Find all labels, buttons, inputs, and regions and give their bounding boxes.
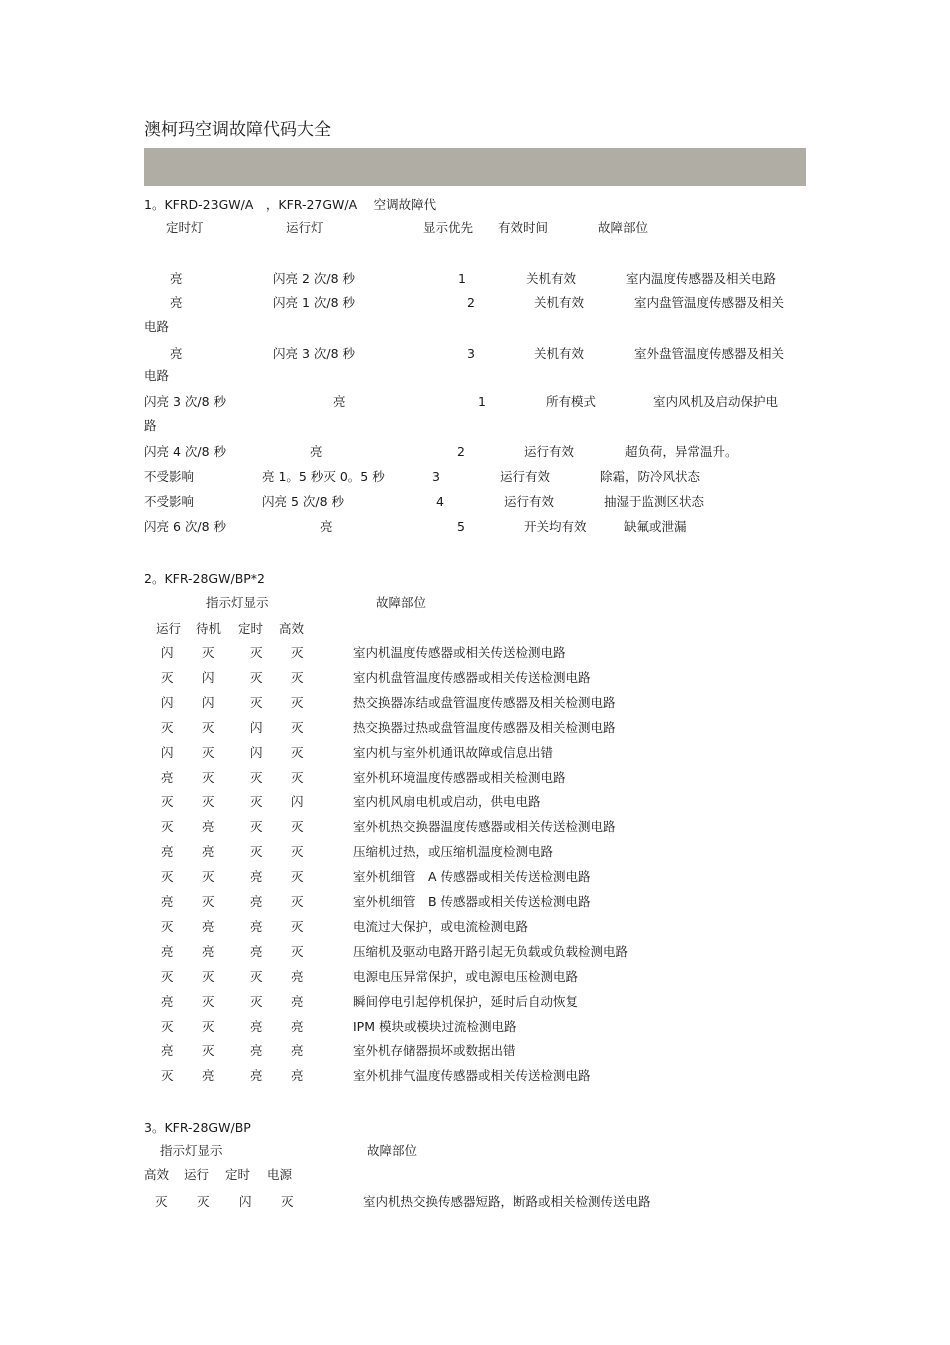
s2-indicator-cell: 灭 bbox=[291, 894, 304, 909]
s2-indicator-cell: 灭 bbox=[291, 645, 304, 660]
s1-cell: 闪亮 4 次/8 秒 bbox=[144, 444, 227, 459]
s2-indicator-cell: 灭 bbox=[202, 645, 215, 660]
s2-indicator-cell: 灭 bbox=[202, 1018, 215, 1034]
s2-fault-cell: 室外机细管 A 传感器或相关传送检测电路 bbox=[353, 869, 591, 885]
s1-cell: 亮 bbox=[170, 346, 183, 361]
s2-indicator-cell: 灭 bbox=[161, 669, 174, 685]
s2-fault-cell: 室外机热交换器温度传感器或相关传送检测电路 bbox=[353, 819, 616, 835]
s2-indicator-cell: 闪 bbox=[291, 794, 304, 810]
s1-cell: 闪亮 3 次/8 秒 bbox=[144, 394, 227, 409]
s2-indicator-cell: 灭 bbox=[291, 844, 304, 860]
s2-fault-cell: 压缩机过热，或压缩机温度检测电路 bbox=[353, 844, 554, 860]
s2-indicator-cell: 灭 bbox=[202, 993, 215, 1009]
s2-indicator-cell: 灭 bbox=[202, 1043, 215, 1059]
s2-indicator-cell: 闪 bbox=[250, 719, 263, 735]
s2-indicator-cell: 灭 bbox=[202, 894, 215, 909]
s2-indicator-label: 指示灯显示 bbox=[206, 595, 269, 610]
s2-indicator-cell: 灭 bbox=[250, 844, 263, 860]
s2-fault-cell: 电流过大保护，或电流检测电路 bbox=[353, 918, 529, 934]
s2-indicator-cell: 亮 bbox=[202, 819, 215, 835]
s2-indicator-cell: 灭 bbox=[202, 719, 215, 735]
s1-column-header: 定时灯 bbox=[166, 220, 204, 235]
s2-indicator-cell: 灭 bbox=[161, 968, 174, 984]
s2-fault-cell: 电源电压异常保护，或电源电压检测电路 bbox=[353, 968, 579, 984]
s1-cell: 2 bbox=[467, 295, 475, 310]
s2-indicator-cell: 灭 bbox=[161, 719, 174, 735]
s2-indicator-cell: 灭 bbox=[161, 1068, 174, 1084]
s2-indicator-cell: 亮 bbox=[202, 918, 215, 934]
s2-fault-cell: 压缩机及驱动电路开路引起无负载或负载检测电路 bbox=[353, 943, 629, 959]
s1-cell: 闪亮 2 次/8 秒 bbox=[273, 271, 356, 286]
s2-fault-cell: 室内机风扇电机或启动，供电电路 bbox=[353, 794, 541, 810]
s2-indicator-cell: 亮 bbox=[202, 844, 215, 860]
s2-indicator-cell: 闪 bbox=[202, 669, 215, 685]
s1-column-header: 显示优先 bbox=[423, 220, 474, 235]
s3-indicator-cell: 灭 bbox=[155, 1194, 168, 1209]
s1-cell: 亮 bbox=[170, 295, 183, 310]
s1-wrap-text: 电路 bbox=[144, 319, 170, 334]
s1-cell: 室内温度传感器及相关电路 bbox=[626, 271, 777, 286]
s2-indicator-cell: 亮 bbox=[250, 1068, 263, 1084]
s2-indicator-cell: 灭 bbox=[291, 719, 304, 735]
s2-indicator-cell: 亮 bbox=[250, 869, 263, 885]
s2-column-header: 待机 bbox=[196, 621, 222, 636]
s2-indicator-cell: 灭 bbox=[161, 819, 174, 835]
s2-indicator-cell: 灭 bbox=[161, 1018, 174, 1034]
s1-cell: 运行有效 bbox=[500, 469, 551, 484]
s1-wrap-text: 路 bbox=[144, 418, 157, 433]
s2-indicator-cell: 灭 bbox=[202, 794, 215, 810]
s2-indicator-cell: 亮 bbox=[202, 943, 215, 959]
s3-indicator-cell: 灭 bbox=[281, 1194, 294, 1209]
s1-cell: 除霜，防冷风状态 bbox=[600, 469, 701, 484]
s2-indicator-cell: 亮 bbox=[250, 894, 263, 909]
s1-cell: 室内盘管温度传感器及相关 bbox=[634, 295, 785, 310]
s2-indicator-cell: 亮 bbox=[161, 1043, 174, 1059]
s2-indicator-cell: 灭 bbox=[250, 819, 263, 835]
s1-cell: 室内风机及启动保护电 bbox=[653, 394, 779, 409]
s2-indicator-cell: 灭 bbox=[291, 669, 304, 685]
section-3-heading: 3。KFR-28GW/BP bbox=[144, 1120, 251, 1135]
s2-indicator-cell: 灭 bbox=[202, 744, 215, 760]
s2-indicator-cell: 灭 bbox=[291, 769, 304, 785]
s2-indicator-cell: 亮 bbox=[161, 769, 174, 785]
s2-indicator-cell: 亮 bbox=[161, 943, 174, 959]
s2-indicator-cell: 亮 bbox=[161, 844, 174, 860]
s1-cell: 运行有效 bbox=[524, 444, 575, 459]
s1-cell: 运行有效 bbox=[504, 494, 555, 509]
s1-cell: 亮 bbox=[170, 271, 183, 286]
s2-indicator-cell: 亮 bbox=[250, 943, 263, 959]
s1-cell: 缺氟或泄漏 bbox=[624, 519, 687, 534]
s2-indicator-cell: 灭 bbox=[161, 918, 174, 934]
s2-indicator-cell: 灭 bbox=[202, 869, 215, 885]
s2-column-header: 运行 bbox=[156, 621, 182, 636]
s1-cell: 亮 bbox=[310, 444, 323, 459]
s2-fault-label: 故障部位 bbox=[376, 595, 427, 610]
s1-cell: 4 bbox=[436, 494, 444, 509]
s2-indicator-cell: 灭 bbox=[202, 769, 215, 785]
s2-indicator-cell: 灭 bbox=[250, 794, 263, 810]
s2-indicator-cell: 亮 bbox=[161, 894, 174, 909]
s2-indicator-cell: 亮 bbox=[250, 918, 263, 934]
s2-indicator-cell: 灭 bbox=[291, 744, 304, 760]
s2-indicator-cell: 亮 bbox=[161, 993, 174, 1009]
s1-cell: 关机有效 bbox=[526, 271, 577, 286]
s2-fault-cell: 室内机与室外机通讯故障或信息出错 bbox=[353, 744, 554, 760]
s2-indicator-cell: 灭 bbox=[202, 968, 215, 984]
s2-indicator-cell: 亮 bbox=[291, 1068, 304, 1084]
s1-cell: 关机有效 bbox=[534, 295, 585, 310]
s2-column-header: 定时 bbox=[238, 621, 264, 636]
s2-indicator-cell: 灭 bbox=[250, 993, 263, 1009]
document-title: 澳柯玛空调故障代码大全 bbox=[144, 120, 331, 140]
s1-cell: 5 bbox=[457, 519, 465, 534]
s2-indicator-cell: 灭 bbox=[250, 669, 263, 685]
s2-indicator-cell: 闪 bbox=[161, 694, 174, 710]
s2-indicator-cell: 灭 bbox=[250, 968, 263, 984]
s2-indicator-cell: 灭 bbox=[250, 694, 263, 710]
s1-cell: 所有模式 bbox=[546, 394, 597, 409]
s1-cell: 亮 1。5 秒灭 0。5 秒 bbox=[262, 469, 385, 484]
header-banner bbox=[144, 148, 806, 186]
s2-indicator-cell: 灭 bbox=[161, 869, 174, 885]
s2-indicator-cell: 灭 bbox=[291, 918, 304, 934]
s3-fault-cell: 室内机热交换传感器短路，断路或相关检测传送电路 bbox=[363, 1194, 651, 1209]
s1-cell: 不受影响 bbox=[144, 494, 195, 509]
s2-indicator-cell: 亮 bbox=[291, 993, 304, 1009]
s3-column-header: 电源 bbox=[267, 1167, 293, 1182]
s2-indicator-cell: 亮 bbox=[291, 1018, 304, 1034]
s2-fault-cell: 室内机盘管温度传感器或相关传送检测电路 bbox=[353, 669, 591, 685]
s1-cell: 关机有效 bbox=[534, 346, 585, 361]
s2-indicator-cell: 闪 bbox=[161, 645, 174, 660]
s2-fault-cell: 室外机排气温度传感器或相关传送检测电路 bbox=[353, 1068, 591, 1084]
s2-indicator-cell: 灭 bbox=[291, 869, 304, 885]
s1-cell: 闪亮 3 次/8 秒 bbox=[273, 346, 356, 361]
s2-indicator-cell: 闪 bbox=[250, 744, 263, 760]
s1-cell: 闪亮 6 次/8 秒 bbox=[144, 519, 227, 534]
s2-fault-cell: 热交换器冻结或盘管温度传感器及相关检测电路 bbox=[353, 694, 616, 710]
s1-cell: 室外盘管温度传感器及相关 bbox=[634, 346, 785, 361]
s2-indicator-cell: 亮 bbox=[250, 1043, 263, 1059]
s2-indicator-cell: 闪 bbox=[161, 744, 174, 760]
s2-indicator-cell: 亮 bbox=[202, 1068, 215, 1084]
s2-fault-cell: 室外机环境温度传感器或相关检测电路 bbox=[353, 769, 566, 785]
section-1-heading: 1。KFRD-23GW/A ，KFR-27GW/A 空调故障代 bbox=[144, 197, 437, 212]
s2-indicator-cell: 亮 bbox=[291, 1043, 304, 1059]
s3-column-header: 高效 bbox=[144, 1167, 170, 1182]
s2-column-header: 高效 bbox=[279, 621, 305, 636]
s2-fault-cell: 瞬间停电引起停机保护，延时后自动恢复 bbox=[353, 993, 579, 1009]
s2-fault-cell: 室外机细管 B 传感器或相关传送检测电路 bbox=[353, 894, 591, 909]
s2-indicator-cell: 灭 bbox=[291, 943, 304, 959]
s1-cell: 闪亮 1 次/8 秒 bbox=[273, 295, 356, 310]
s2-indicator-cell: 亮 bbox=[291, 968, 304, 984]
s1-column-header: 有效时间 bbox=[498, 220, 549, 235]
s1-cell: 2 bbox=[457, 444, 465, 459]
s1-cell: 1 bbox=[478, 394, 486, 409]
s1-column-header: 运行灯 bbox=[286, 220, 324, 235]
s1-cell: 1 bbox=[458, 271, 466, 286]
s1-cell: 抽湿于监测区状态 bbox=[604, 494, 705, 509]
s3-indicator-cell: 闪 bbox=[239, 1194, 252, 1209]
s2-fault-cell: 室外机存储器损坏或数据出错 bbox=[353, 1043, 516, 1059]
s2-fault-cell: IPM 模块或模块过流检测电路 bbox=[353, 1018, 517, 1034]
s3-indicator-label: 指示灯显示 bbox=[160, 1143, 223, 1158]
s2-indicator-cell: 亮 bbox=[250, 1018, 263, 1034]
s1-cell: 亮 bbox=[333, 394, 346, 409]
s2-fault-cell: 热交换器过热或盘管温度传感器及相关检测电路 bbox=[353, 719, 616, 735]
s3-fault-label: 故障部位 bbox=[367, 1143, 418, 1158]
s2-indicator-cell: 灭 bbox=[161, 794, 174, 810]
s2-indicator-cell: 闪 bbox=[202, 694, 215, 710]
s1-cell: 亮 bbox=[320, 519, 333, 534]
s1-cell: 开关均有效 bbox=[524, 519, 587, 534]
s2-indicator-cell: 灭 bbox=[291, 819, 304, 835]
s1-cell: 3 bbox=[467, 346, 475, 361]
s3-column-header: 定时 bbox=[225, 1167, 251, 1182]
s1-cell: 超负荷，异常温升。 bbox=[625, 444, 738, 459]
s1-cell: 闪亮 5 次/8 秒 bbox=[262, 494, 345, 509]
section-2-heading: 2。KFR-28GW/BP*2 bbox=[144, 571, 266, 586]
s1-wrap-text: 电路 bbox=[144, 368, 170, 383]
s3-indicator-cell: 灭 bbox=[197, 1194, 210, 1209]
s2-indicator-cell: 灭 bbox=[291, 694, 304, 710]
s3-column-header: 运行 bbox=[184, 1167, 210, 1182]
s2-indicator-cell: 灭 bbox=[250, 769, 263, 785]
s2-indicator-cell: 灭 bbox=[250, 645, 263, 660]
s1-column-header: 故障部位 bbox=[598, 220, 649, 235]
s1-cell: 3 bbox=[432, 469, 440, 484]
s2-fault-cell: 室内机温度传感器或相关传送检测电路 bbox=[353, 645, 566, 660]
s1-cell: 不受影响 bbox=[144, 469, 195, 484]
